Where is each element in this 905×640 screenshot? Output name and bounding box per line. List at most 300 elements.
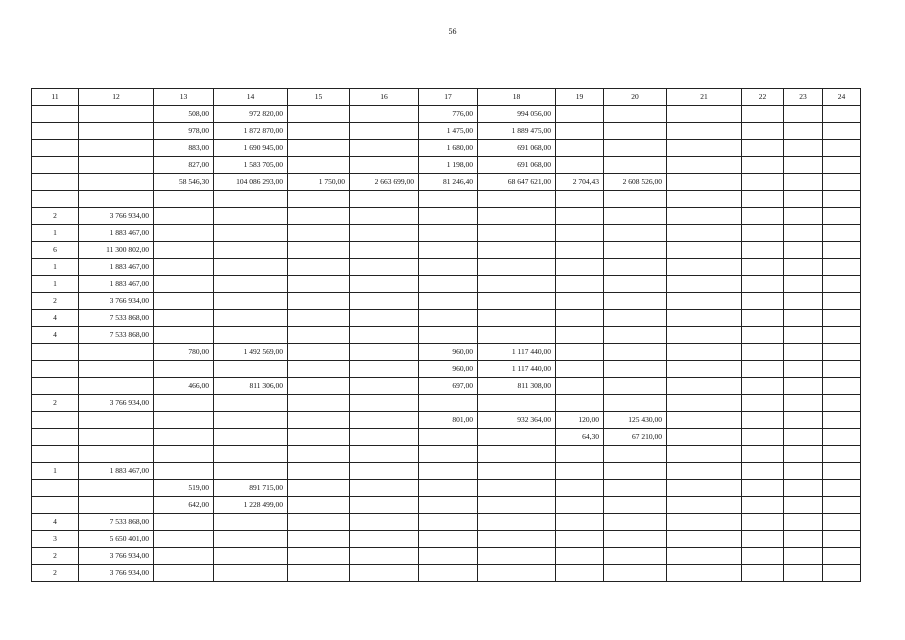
- table-cell: 1 872 870,00: [214, 123, 288, 140]
- table-cell: [742, 463, 784, 480]
- table-cell: [742, 106, 784, 123]
- table-cell: [667, 208, 742, 225]
- table-cell: 120,00: [556, 412, 604, 429]
- table-cell: [604, 191, 667, 208]
- table-cell: [32, 412, 79, 429]
- table-cell: 11 300 802,00: [79, 242, 154, 259]
- table-body: [32, 89, 861, 582]
- table-cell: [79, 429, 154, 446]
- table-cell: [784, 174, 823, 191]
- table-row: [32, 531, 861, 548]
- table-cell: [604, 140, 667, 157]
- table-cell: 2: [32, 395, 79, 412]
- table-cell: [742, 310, 784, 327]
- table-cell: [556, 157, 604, 174]
- table-cell: [419, 276, 478, 293]
- table-cell: 978,00: [154, 123, 214, 140]
- table-cell: [288, 310, 350, 327]
- table-cell: [667, 106, 742, 123]
- table-cell: [742, 276, 784, 293]
- table-cell: [823, 174, 861, 191]
- table-row: [32, 293, 861, 310]
- table-cell: [478, 480, 556, 497]
- table-cell: [154, 191, 214, 208]
- table-cell: [604, 514, 667, 531]
- table-cell: 1: [32, 259, 79, 276]
- table-cell: [667, 463, 742, 480]
- table-cell: 691 068,00: [478, 157, 556, 174]
- table-cell: [784, 276, 823, 293]
- table-cell: [214, 225, 288, 242]
- table-cell: [784, 140, 823, 157]
- table-cell: [742, 174, 784, 191]
- table-cell: [32, 106, 79, 123]
- table-cell: [556, 225, 604, 242]
- table-cell: [742, 259, 784, 276]
- table-cell: [784, 293, 823, 310]
- table-cell: 994 056,00: [478, 106, 556, 123]
- table-cell: [214, 208, 288, 225]
- table-cell: [604, 480, 667, 497]
- table-cell: [742, 344, 784, 361]
- table-cell: [214, 327, 288, 344]
- table-cell: [419, 446, 478, 463]
- table-cell: 64,30: [556, 429, 604, 446]
- table-cell: [79, 497, 154, 514]
- table-cell: [823, 327, 861, 344]
- table-cell: [214, 276, 288, 293]
- table-cell: [742, 514, 784, 531]
- table-cell: [419, 480, 478, 497]
- table-cell: [667, 446, 742, 463]
- table-cell: 1 117 440,00: [478, 344, 556, 361]
- table-cell: [823, 208, 861, 225]
- table-cell: [79, 140, 154, 157]
- table-cell: [556, 446, 604, 463]
- table-cell: [288, 429, 350, 446]
- table-cell: [478, 327, 556, 344]
- table-cell: 1 198,00: [419, 157, 478, 174]
- table-cell: [556, 531, 604, 548]
- table-cell: [742, 429, 784, 446]
- table-cell: [154, 361, 214, 378]
- table-cell: [478, 548, 556, 565]
- table-cell: 1 889 475,00: [478, 123, 556, 140]
- table-cell: 3 766 934,00: [79, 565, 154, 582]
- table-row: [32, 225, 861, 242]
- table-cell: [350, 361, 419, 378]
- table-row: [32, 565, 861, 582]
- table-cell: [823, 378, 861, 395]
- table-cell: [784, 378, 823, 395]
- table-cell: [154, 531, 214, 548]
- table-cell: [288, 242, 350, 259]
- table-cell: [556, 208, 604, 225]
- table-cell: [288, 395, 350, 412]
- table-cell: 7 533 868,00: [79, 310, 154, 327]
- column-header: 23: [784, 89, 823, 106]
- table-cell: [784, 531, 823, 548]
- table-cell: [823, 412, 861, 429]
- table-cell: [350, 191, 419, 208]
- table-cell: [556, 327, 604, 344]
- table-cell: [667, 361, 742, 378]
- table-cell: [784, 157, 823, 174]
- table-cell: [784, 123, 823, 140]
- table-cell: [419, 514, 478, 531]
- table-cell: 960,00: [419, 344, 478, 361]
- table-cell: [214, 293, 288, 310]
- table-cell: [823, 157, 861, 174]
- table-cell: [350, 157, 419, 174]
- table-cell: [823, 531, 861, 548]
- table-cell: [478, 565, 556, 582]
- table-cell: [79, 446, 154, 463]
- table-cell: [32, 157, 79, 174]
- table-row: [32, 514, 861, 531]
- table-row: [32, 327, 861, 344]
- table-cell: 891 715,00: [214, 480, 288, 497]
- table-cell: [604, 327, 667, 344]
- table-cell: 3 766 934,00: [79, 548, 154, 565]
- table-cell: [350, 531, 419, 548]
- table-cell: [742, 446, 784, 463]
- table-cell: [154, 395, 214, 412]
- table-row: [32, 497, 861, 514]
- table-row: [32, 344, 861, 361]
- table-cell: [784, 208, 823, 225]
- table-cell: [419, 395, 478, 412]
- table-cell: [350, 259, 419, 276]
- table-cell: 7 533 868,00: [79, 327, 154, 344]
- table-cell: [288, 480, 350, 497]
- table-cell: [350, 106, 419, 123]
- table-cell: [784, 191, 823, 208]
- table-cell: [556, 514, 604, 531]
- table-cell: [288, 208, 350, 225]
- table-cell: [667, 429, 742, 446]
- table-cell: 1 690 945,00: [214, 140, 288, 157]
- table-cell: [784, 565, 823, 582]
- table-cell: [823, 140, 861, 157]
- table-cell: [79, 344, 154, 361]
- table-cell: [478, 225, 556, 242]
- table-cell: [350, 225, 419, 242]
- table-cell: [667, 344, 742, 361]
- table-cell: [556, 242, 604, 259]
- table-cell: 3: [32, 531, 79, 548]
- table-cell: 1: [32, 276, 79, 293]
- table-row: [32, 140, 861, 157]
- table-cell: [667, 293, 742, 310]
- table-cell: [350, 208, 419, 225]
- table-cell: [604, 310, 667, 327]
- table-cell: [350, 242, 419, 259]
- table-cell: 1: [32, 463, 79, 480]
- table-row: [32, 242, 861, 259]
- table-cell: 1 883 467,00: [79, 276, 154, 293]
- table-cell: 58 546,30: [154, 174, 214, 191]
- table-cell: [823, 395, 861, 412]
- table-cell: [742, 208, 784, 225]
- table-cell: [79, 157, 154, 174]
- table-row: [32, 276, 861, 293]
- table-cell: [419, 310, 478, 327]
- table-cell: [556, 565, 604, 582]
- table-cell: [667, 480, 742, 497]
- table-cell: [667, 276, 742, 293]
- table-cell: [667, 310, 742, 327]
- table-cell: 3 766 934,00: [79, 208, 154, 225]
- table-cell: [556, 259, 604, 276]
- table-cell: [214, 191, 288, 208]
- table-cell: [154, 463, 214, 480]
- table-cell: [32, 497, 79, 514]
- table-cell: 1 475,00: [419, 123, 478, 140]
- table-cell: [604, 157, 667, 174]
- table-cell: [154, 259, 214, 276]
- table-cell: [288, 191, 350, 208]
- table-cell: [667, 548, 742, 565]
- table-cell: 4: [32, 514, 79, 531]
- table-cell: [214, 310, 288, 327]
- table-row: [32, 412, 861, 429]
- table-row: [32, 310, 861, 327]
- table-cell: [478, 276, 556, 293]
- table-cell: 972 820,00: [214, 106, 288, 123]
- table-cell: 4: [32, 327, 79, 344]
- table-cell: [154, 327, 214, 344]
- table-cell: 2: [32, 208, 79, 225]
- table-cell: [556, 344, 604, 361]
- page-number: 56: [448, 27, 457, 36]
- table-row: [32, 106, 861, 123]
- table-cell: [350, 412, 419, 429]
- table-cell: [288, 106, 350, 123]
- table-cell: [784, 225, 823, 242]
- table-cell: [604, 344, 667, 361]
- table-cell: [350, 514, 419, 531]
- table-cell: [214, 395, 288, 412]
- table-cell: [478, 208, 556, 225]
- table-cell: [288, 446, 350, 463]
- table-cell: [214, 514, 288, 531]
- table-cell: [288, 225, 350, 242]
- table-cell: [79, 480, 154, 497]
- table-cell: [742, 480, 784, 497]
- table-cell: [823, 123, 861, 140]
- table-cell: [784, 344, 823, 361]
- table-cell: [32, 446, 79, 463]
- table-cell: [823, 514, 861, 531]
- table-cell: [823, 446, 861, 463]
- table-cell: [288, 276, 350, 293]
- table-cell: [556, 548, 604, 565]
- table-cell: [32, 378, 79, 395]
- table-cell: [823, 276, 861, 293]
- table-cell: [478, 514, 556, 531]
- table-cell: [350, 140, 419, 157]
- table-cell: 508,00: [154, 106, 214, 123]
- table-cell: [32, 123, 79, 140]
- table-cell: [604, 565, 667, 582]
- table-cell: [556, 480, 604, 497]
- table-cell: 697,00: [419, 378, 478, 395]
- table-cell: [154, 548, 214, 565]
- table-row: [32, 395, 861, 412]
- table-cell: [604, 446, 667, 463]
- table-cell: [288, 565, 350, 582]
- table-cell: [823, 565, 861, 582]
- table-cell: 3 766 934,00: [79, 395, 154, 412]
- table-cell: [419, 565, 478, 582]
- table-cell: [784, 446, 823, 463]
- table-cell: 811 306,00: [214, 378, 288, 395]
- table-cell: [419, 327, 478, 344]
- table-cell: [32, 361, 79, 378]
- table-cell: [604, 361, 667, 378]
- table-cell: [288, 378, 350, 395]
- table-cell: [667, 412, 742, 429]
- table-cell: [742, 140, 784, 157]
- table-cell: [556, 293, 604, 310]
- table-cell: 1 228 499,00: [214, 497, 288, 514]
- table-cell: [784, 429, 823, 446]
- table-cell: [214, 565, 288, 582]
- table-cell: [478, 395, 556, 412]
- table-cell: 780,00: [154, 344, 214, 361]
- table-cell: [154, 276, 214, 293]
- table-cell: [742, 548, 784, 565]
- table-cell: [288, 123, 350, 140]
- table-cell: [288, 531, 350, 548]
- table-cell: 125 430,00: [604, 412, 667, 429]
- table-cell: [350, 463, 419, 480]
- table-cell: [556, 140, 604, 157]
- table-cell: [742, 327, 784, 344]
- table-cell: [214, 548, 288, 565]
- table-cell: [154, 565, 214, 582]
- table-cell: [478, 191, 556, 208]
- table-cell: [784, 395, 823, 412]
- table-cell: [350, 123, 419, 140]
- table-cell: [419, 293, 478, 310]
- table-row: [32, 174, 861, 191]
- table-cell: [823, 497, 861, 514]
- table-cell: [214, 259, 288, 276]
- table-cell: [667, 378, 742, 395]
- table-cell: 519,00: [154, 480, 214, 497]
- table-cell: [419, 548, 478, 565]
- table-cell: 811 308,00: [478, 378, 556, 395]
- table-cell: [350, 497, 419, 514]
- table-cell: [784, 361, 823, 378]
- table-cell: [154, 208, 214, 225]
- table-cell: [478, 531, 556, 548]
- table-cell: [288, 548, 350, 565]
- table-cell: [823, 106, 861, 123]
- table-cell: [32, 191, 79, 208]
- table-cell: [154, 225, 214, 242]
- table-cell: [823, 242, 861, 259]
- table-cell: [478, 429, 556, 446]
- table-cell: [604, 378, 667, 395]
- table-cell: [667, 225, 742, 242]
- table-cell: [823, 344, 861, 361]
- table-cell: [823, 429, 861, 446]
- table-cell: [154, 293, 214, 310]
- column-header: 18: [478, 89, 556, 106]
- table-cell: [604, 463, 667, 480]
- table-cell: [214, 429, 288, 446]
- table-cell: [667, 514, 742, 531]
- table-cell: [742, 378, 784, 395]
- table-cell: [478, 310, 556, 327]
- table-cell: [214, 242, 288, 259]
- table-cell: [350, 293, 419, 310]
- column-header: 16: [350, 89, 419, 106]
- table-cell: [667, 140, 742, 157]
- table-cell: [350, 429, 419, 446]
- table-cell: [32, 480, 79, 497]
- table-cell: [32, 344, 79, 361]
- table-cell: [556, 361, 604, 378]
- table-cell: 2: [32, 293, 79, 310]
- table-row: [32, 429, 861, 446]
- table-cell: [288, 412, 350, 429]
- table-row: [32, 361, 861, 378]
- column-header: 15: [288, 89, 350, 106]
- table-cell: [604, 225, 667, 242]
- table-cell: 1 492 569,00: [214, 344, 288, 361]
- table-row: [32, 208, 861, 225]
- table-cell: [79, 412, 154, 429]
- table-cell: [350, 480, 419, 497]
- table-cell: [350, 276, 419, 293]
- table-cell: [667, 327, 742, 344]
- table-cell: 960,00: [419, 361, 478, 378]
- table-row: [32, 157, 861, 174]
- table-cell: 801,00: [419, 412, 478, 429]
- table-cell: [79, 361, 154, 378]
- table-cell: [742, 565, 784, 582]
- table-cell: [154, 446, 214, 463]
- table-cell: [419, 497, 478, 514]
- table-cell: [784, 327, 823, 344]
- table-cell: [604, 259, 667, 276]
- table-cell: 466,00: [154, 378, 214, 395]
- table-cell: [478, 497, 556, 514]
- table-cell: [214, 412, 288, 429]
- table-cell: 5 650 401,00: [79, 531, 154, 548]
- table-cell: [742, 361, 784, 378]
- table-cell: [604, 395, 667, 412]
- table-cell: 104 086 293,00: [214, 174, 288, 191]
- table-cell: [288, 157, 350, 174]
- table-cell: 3 766 934,00: [79, 293, 154, 310]
- table-cell: [419, 259, 478, 276]
- table-cell: [154, 429, 214, 446]
- table-row: [32, 463, 861, 480]
- table-cell: [667, 191, 742, 208]
- table-cell: [667, 123, 742, 140]
- table-cell: [784, 310, 823, 327]
- table-cell: [478, 463, 556, 480]
- table-cell: [784, 497, 823, 514]
- table-row: [32, 446, 861, 463]
- column-header: 19: [556, 89, 604, 106]
- table-cell: 2 608 526,00: [604, 174, 667, 191]
